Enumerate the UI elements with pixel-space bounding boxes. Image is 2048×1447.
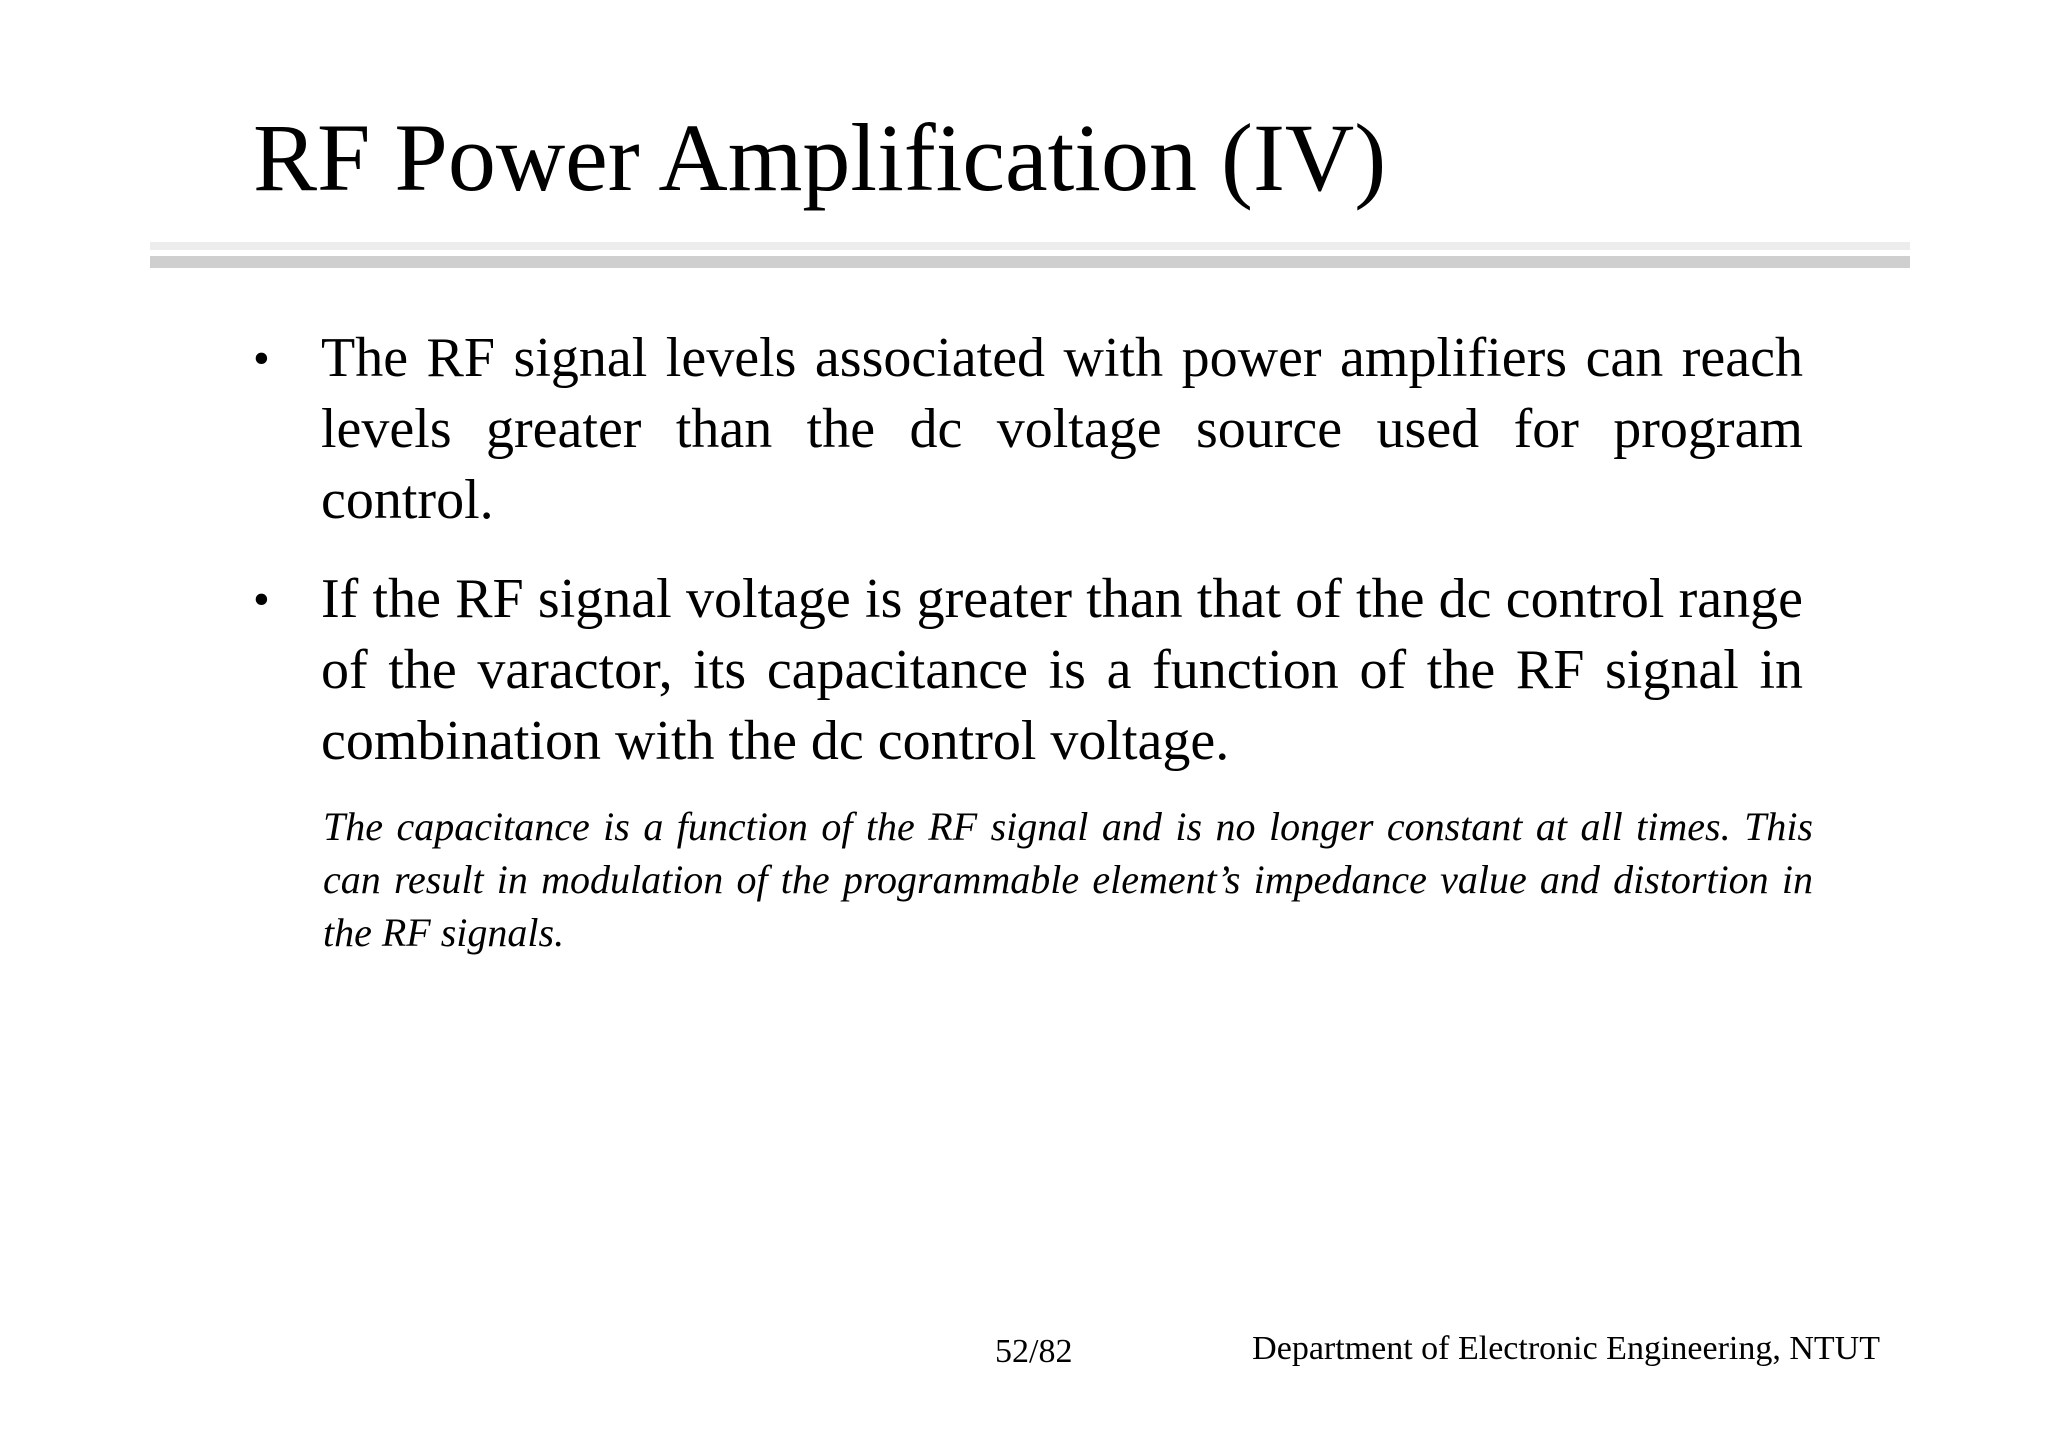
slide-title: RF Power Amplification (IV) [253, 104, 1387, 211]
bullet-text: If the RF signal voltage is greater than that of the dc control range of the varactor, its capacitance is a function of the RF signal in combination with the dc control voltage. [321, 568, 1803, 772]
page-number: 52/82 [995, 1333, 1073, 1370]
italic-note: The capacitance is a function of the RF signal and is no longer constant at all times. This can result in modulation of the programmable element’s impedance value and distortion in the RF signals. [323, 804, 1813, 955]
title-divider-light [150, 242, 1910, 250]
bullet-list [253, 323, 1803, 805]
bullet-item [253, 323, 1803, 536]
title-divider [150, 256, 1910, 268]
department-footer: Department of Electronic Engineering, NTUT [1252, 1330, 1880, 1367]
bullet-icon: • [253, 573, 270, 626]
bullet-text: The RF signal levels associated with power amplifiers can reach levels greater than the dc voltage source used for program control. [321, 327, 1803, 531]
bullet-item [253, 564, 1803, 777]
bullet-icon: • [253, 332, 270, 385]
